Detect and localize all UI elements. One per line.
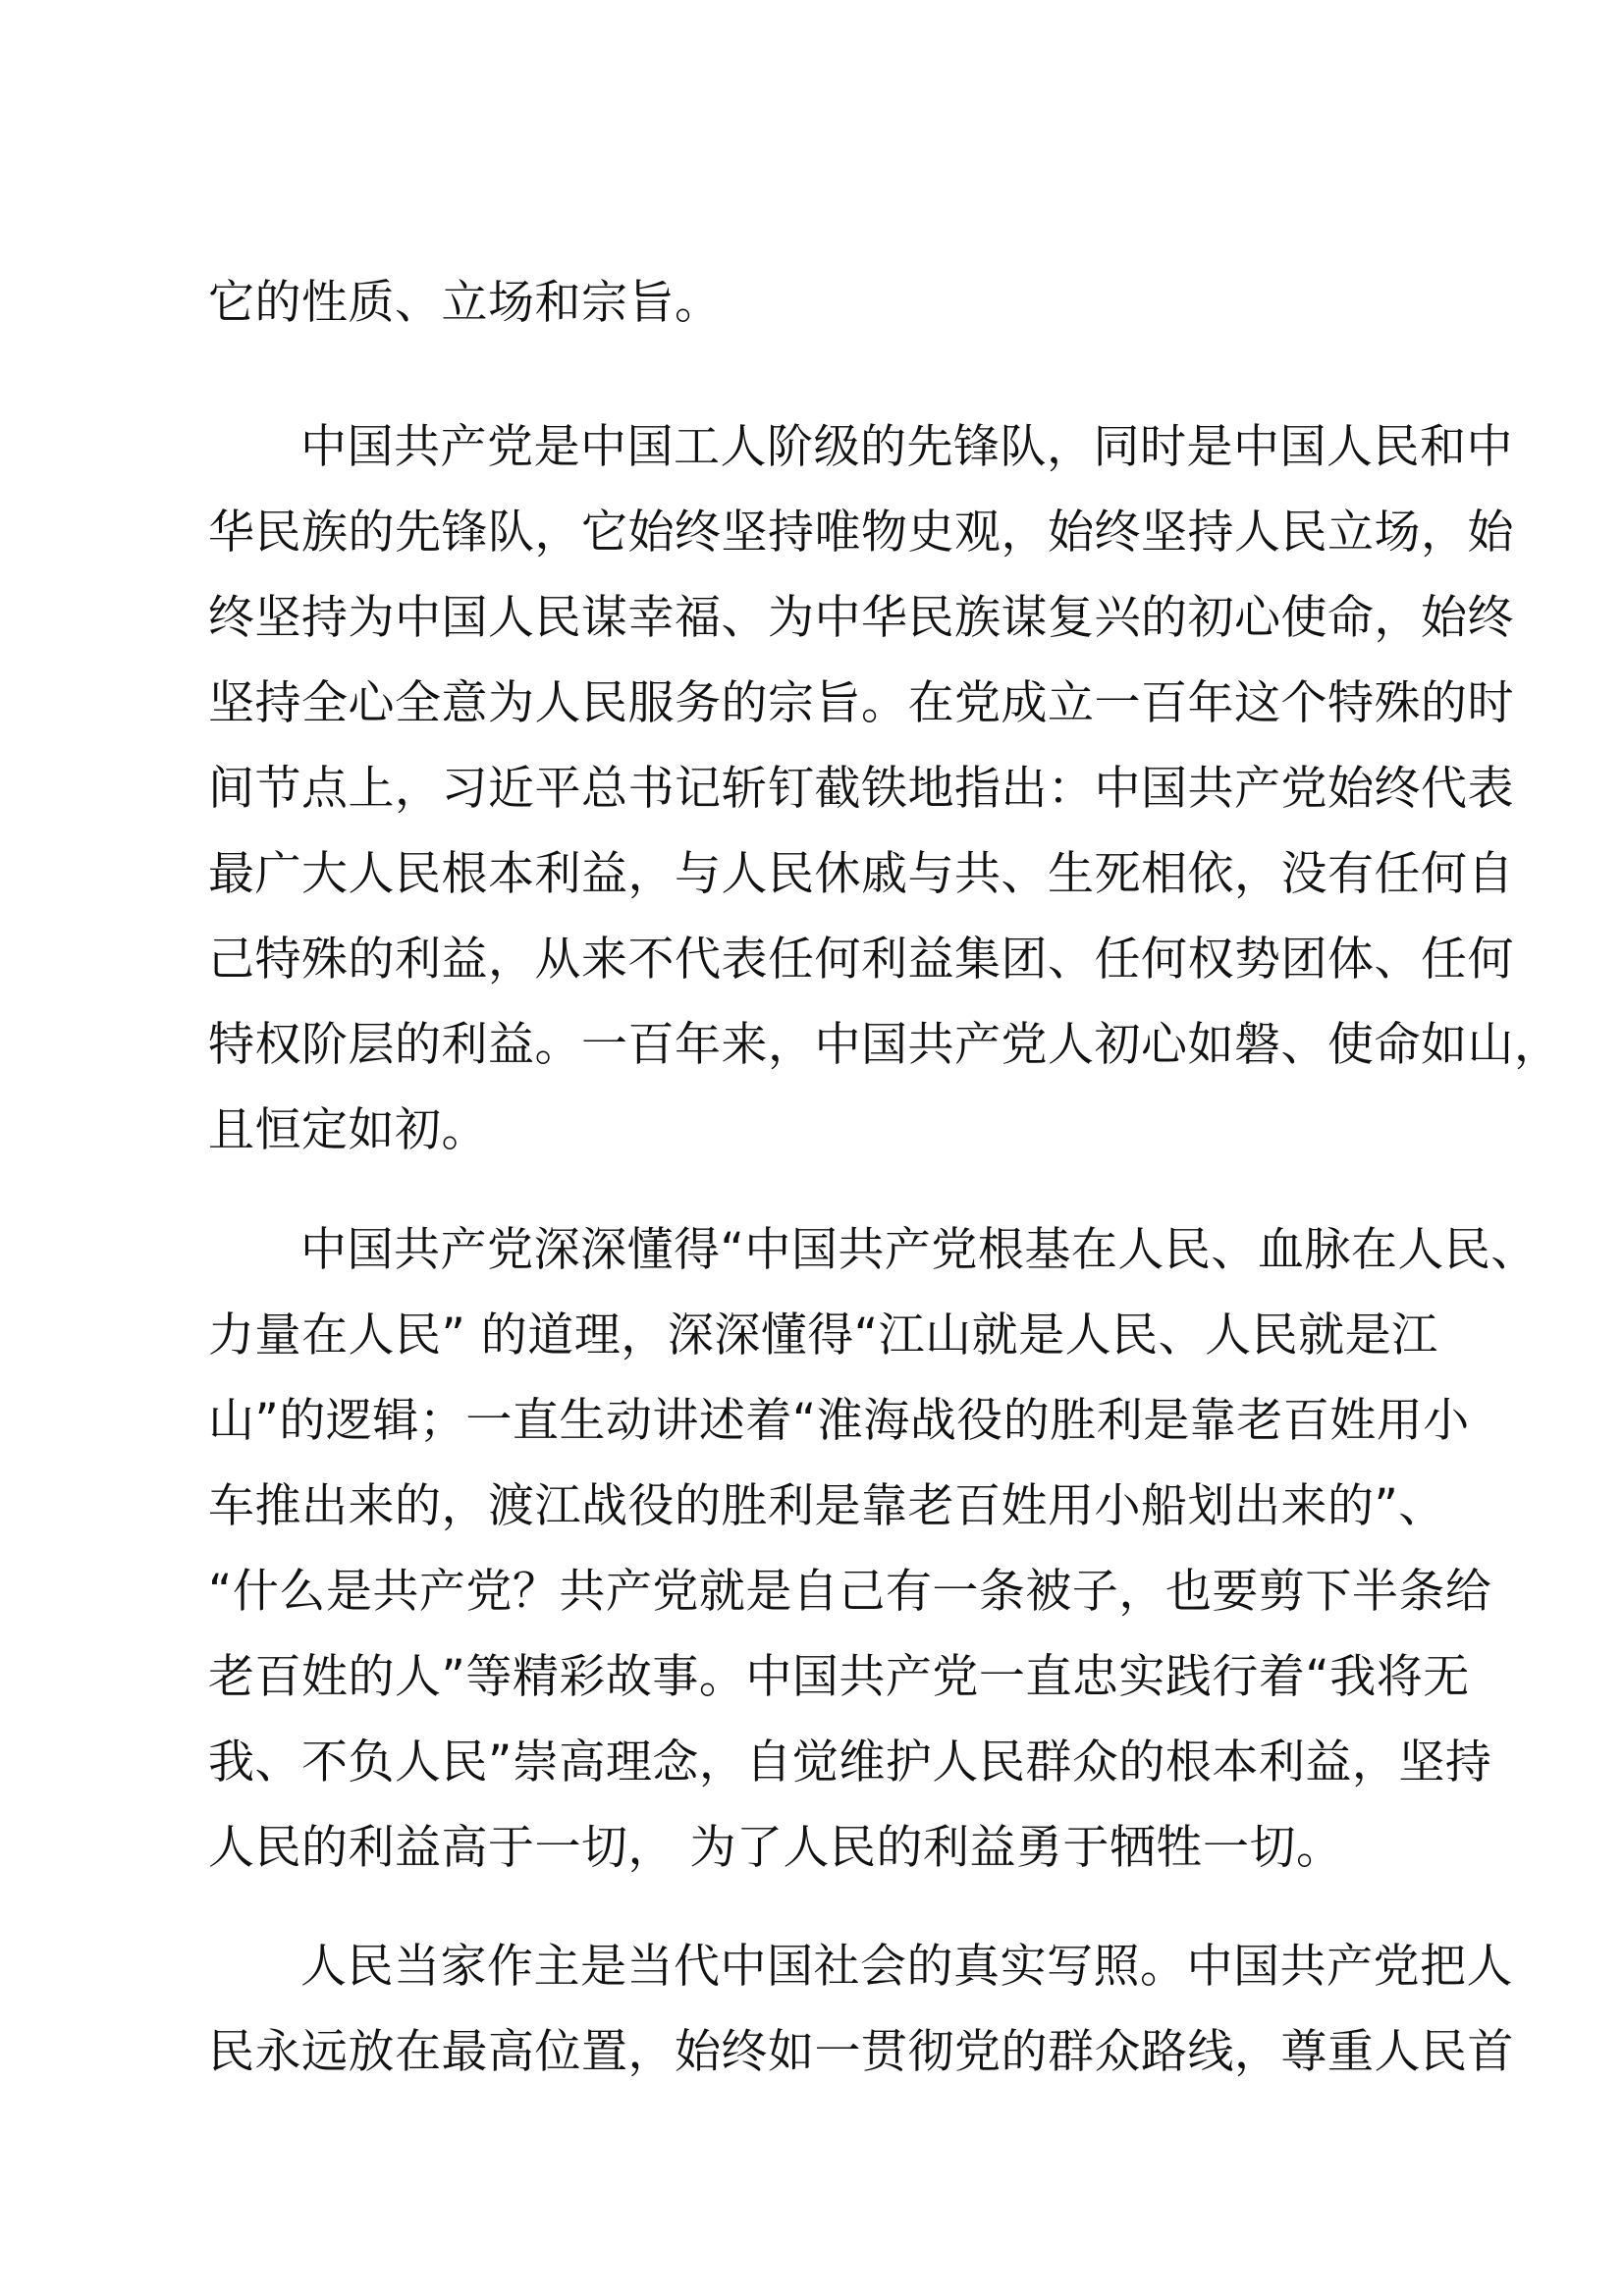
text-line: 坚持全心全意为人民服务的宗旨。在党成立一百年这个特殊的时 [208,676,1514,730]
text-line: 且恒定如初。 [208,1103,488,1157]
text-line: 华民族的先锋队，它始终坚持唯物史观，始终坚持人民立场，始 [208,506,1514,560]
text-line: 车推出来的，渡江战役的胜利是靠老百姓用小船划出来的”、 [208,1479,1445,1533]
text-line: 我、不负人民”崇高理念，自觉维护人民群众的根本利益，坚持 [208,1735,1492,1789]
text-line: 民永远放在最高位置，始终如一贯彻党的群众路线，尊重人民首 [208,2025,1514,2079]
text-line: 力量在人民” 的道理，深深懂得“江山就是人民、人民就是江 [208,1308,1438,1362]
text-line: “什么是共产党？共产党就是自己有一条被子，也要剪下半条给 [208,1565,1492,1619]
text-line: 山”的逻辑；一直生动讲述着“淮海战役的胜利是靠老百姓用小 [208,1394,1470,1448]
text-line: 间节点上，习近平总书记斩钉截铁地指出：中国共产党始终代表 [208,762,1514,816]
text-line: 中国共产党是中国工人阶级的先锋队，同时是中国人民和中 [300,420,1513,474]
text-line: 己特殊的利益，从来不代表任何利益集团、任何权势团体、任何 [208,933,1514,987]
text-line: 特权阶层的利益。一百年来，中国共产党人初心如磐、使命如山， [208,1018,1561,1072]
text-line: 终坚持为中国人民谋幸福、为中华民族谋复兴的初心使命，始终 [208,591,1514,645]
text-line: 老百姓的人”等精彩故事。中国共产党一直忠实践行着“我将无 [208,1650,1470,1704]
text-line: 中国共产党深深懂得“中国共产党根基在人民、血脉在人民、 [300,1223,1538,1277]
text-line: 最广大人民根本利益，与人民休戚与共、生死相依，没有任何自 [208,847,1514,901]
text-line: 它的性质、立场和宗旨。 [208,276,722,330]
text-line: 人民的利益高于一切， 为了人民的利益勇于牺牲一切。 [208,1821,1343,1875]
text-line: 人民当家作主是当代中国社会的真实写照。中国共产党把人 [300,1940,1513,1994]
